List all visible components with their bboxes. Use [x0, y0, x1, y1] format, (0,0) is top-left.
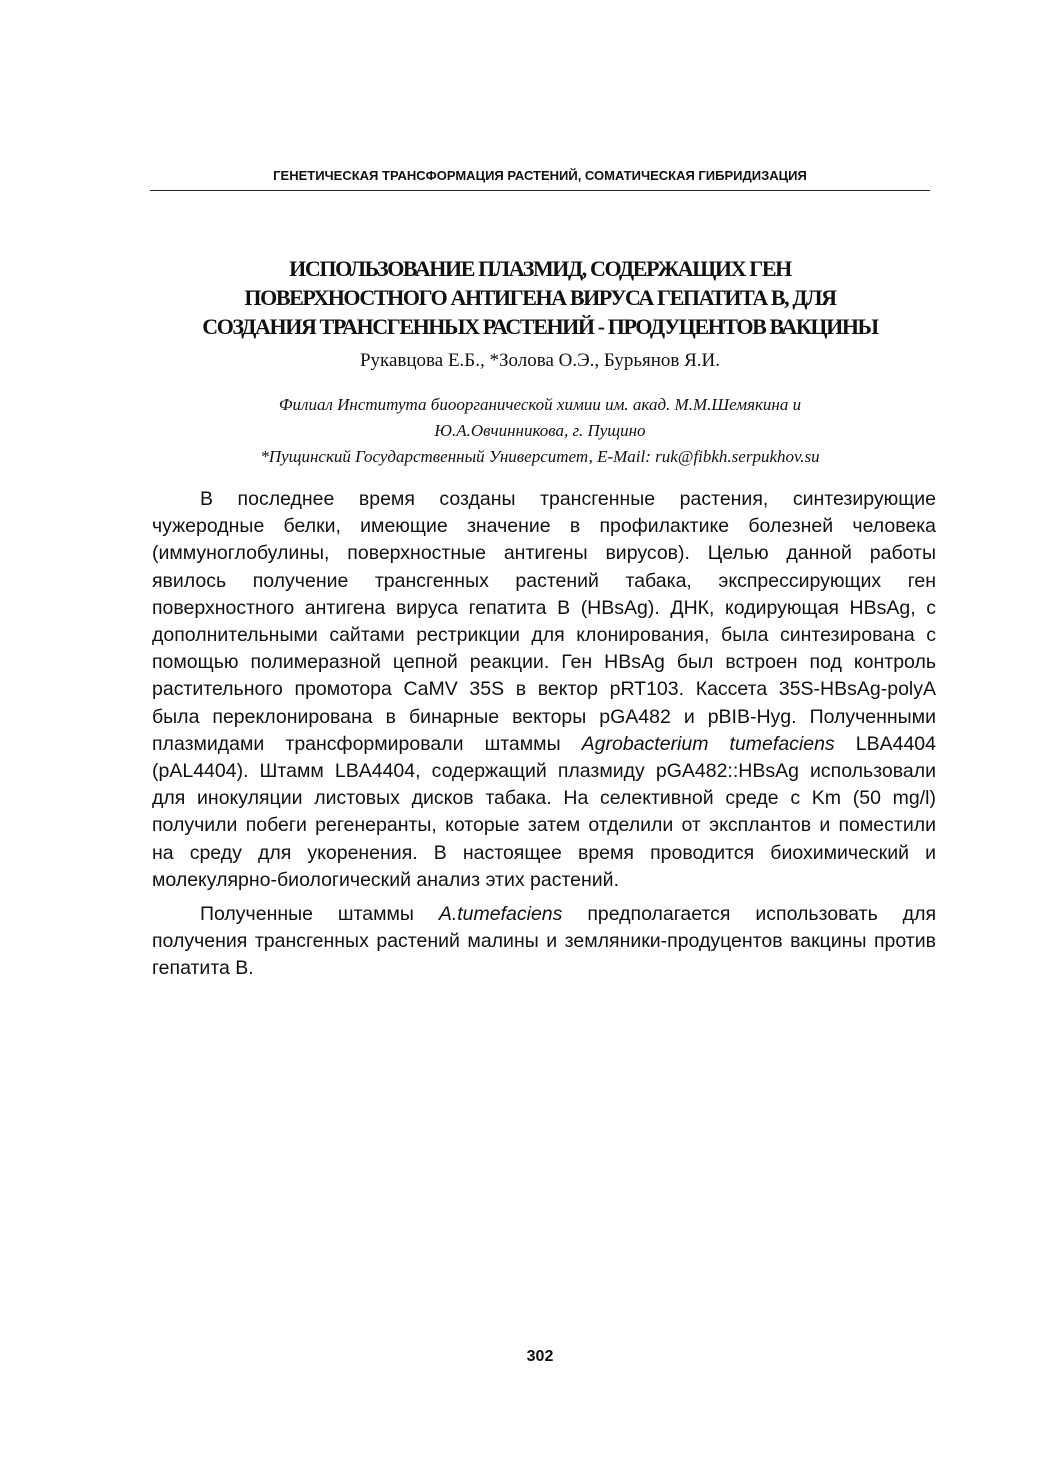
page-number: 302: [526, 1348, 554, 1365]
title-line-3: СОЗДАНИЯ ТРАНСГЕННЫХ РАСТЕНИЙ - ПРОДУЦЕНТОВ ВАКЦИНЫ: [202, 314, 878, 339]
paragraph-1: [152, 486, 936, 894]
paragraph-2: [152, 901, 936, 983]
title-line-2: ПОВЕРХНОСТНОГО АНТИГЕНА ВИРУСА ГЕПАТИТА В, ДЛЯ: [244, 285, 836, 310]
running-header: ГЕНЕТИЧЕСКАЯ ТРАНСФОРМАЦИЯ РАСТЕНИЙ, СОМАТИЧЕСКАЯ ГИБРИДИЗАЦИЯ: [273, 168, 807, 183]
paragraph-2-text-b: предполагается использовать для получения трансгенных растений малины и земляники-продуцентов вакцины против гепатита В.: [152, 903, 937, 980]
species-abbrev: A.tumefaciens: [438, 903, 563, 926]
header-rule: [150, 190, 930, 191]
abstract-body: [152, 486, 936, 990]
paragraph-2-text-a: Полученные штаммы: [200, 903, 439, 926]
affiliation-line-3: *Пущинский Государственный Университет, E-Mail: ruk@fibkh.serpukhov.su: [260, 447, 820, 466]
title-line-1: ИСПОЛЬЗОВАНИЕ ПЛАЗМИД, СОДЕРЖАЩИХ ГЕН: [289, 256, 791, 281]
authors: Рукавцова Е.Б., *Золова О.Э., Бурьянов Я.И.: [359, 350, 721, 371]
species-name: Agrobacterium tumefaciens: [581, 732, 835, 755]
affiliation-line-1: Филиал Института биоорганической химии им. акад. М.М.Шемякина и: [278, 395, 802, 414]
affiliation: [150, 392, 930, 470]
affiliation-line-2: Ю.А.Овчинникова, г. Пущино: [434, 421, 646, 440]
paragraph-1-text-a: В последнее время созданы трансгенные растения, синтезирующие чужеродные белки, имеющие значение в профилактике болезней человека (иммуноглобулины, поверхностные антигены вирусов). Целью данной работы явилось получение трансгенных растений табака, экспрессирующих ген поверхностного антигена вируса гепатита В (HBsAg). ДНК, кодирующая HBsAg, с дополнительными сайтами рестрикции для клонирования, была синтезирована с помощью полимеразной цепной реакции. Ген HBsAg был встроен под контроль растительного промотора CaMV 35S в вектор pRT103. Кассета 35S-HBsAg-polyA была переклонирована в бинарные векторы pGA482 и pBIB-Hyg. Полученными плазмидами трансформировали штаммы: [152, 488, 936, 755]
paragraph-1-text-b: LBA4404 (pAL4404). Штамм LBA4404, содержащий плазмиду pGA482::HBsAg использовали для инокуляции листовых дисков табака. На селективной среде с Km (50 mg/l) получили побеги регенеранты, которые затем отделили от эксплантов и поместили на среду для укоренения. В настоящее время проводится биохимический и молекулярно-биологический анализ этих растений.: [152, 732, 936, 891]
article-title: [150, 254, 930, 341]
